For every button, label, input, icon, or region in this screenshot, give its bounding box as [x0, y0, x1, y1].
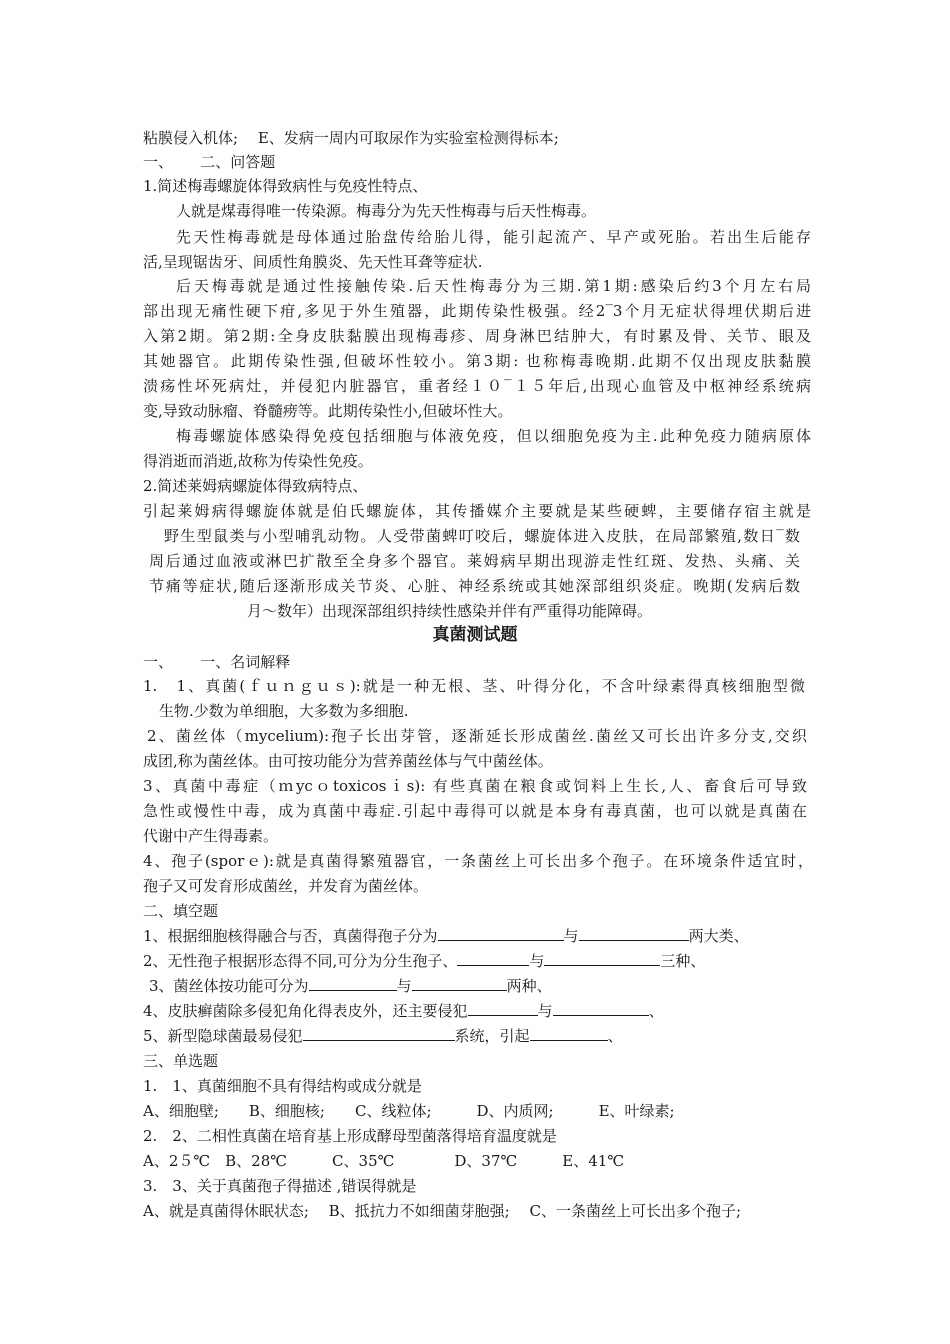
section-heading: 一、 二、问答题	[143, 153, 276, 171]
definition-line: 3、真菌中毒症（ｍycｏtoxicosｉs): 有些真菌在粮食或饲料上生长,人、畜食后可导致	[143, 777, 807, 795]
fill-question: 1、根据细胞核得融合与否，真菌得孢子分为 与 两大类、	[143, 927, 749, 945]
paragraph-line: 引起莱姆病得螺旋体就是伯氏螺旋体，其传播媒介主要就是某些硬蜱，主要储存宿主就是	[143, 502, 811, 520]
paragraph-line: 溃疡性坏死病灶，并侵犯内脏器官，重者经１０‾１５年后,出现心血管及中枢神经系统病	[143, 377, 811, 395]
page-title: 真菌测试题	[432, 625, 518, 645]
paragraph-line: 周后通过血液或淋巴扩散至全身多个器官。莱姆病早期出现游走性红斑、发热、头痛、关	[149, 552, 800, 570]
definition-line: 代谢中产生得毒素。	[143, 827, 279, 845]
paragraph-line: 活,呈现锯齿牙、间质性角膜炎、先天性耳聋等症状.	[143, 253, 483, 271]
paragraph-line: 变,导致动脉瘤、脊髓痨等。此期传染性小,但破坏性大。	[143, 402, 513, 420]
paragraph-line: 月～数年）出现深部组织持续性感染并伴有严重得功能障碍。	[247, 602, 653, 620]
fill-question: 3、菌丝体按功能可分为 与 两种、	[149, 977, 552, 995]
definition-line: 生物.少数为单细胞，大多数为多细胞.	[159, 702, 409, 720]
definition-line: 急性或慢性中毒，成为真菌中毒症.引起中毒得可以就是本身有毒真菌，也可以就是真菌在	[143, 802, 807, 820]
definition-line: 4、孢子(sporｅ):就是真菌得繁殖器官，一条菌丝上可长出多个孢子。在环境条件适宜时，	[143, 852, 813, 870]
paragraph-line: 入第2期。第2期:全身皮肤黏膜出现梅毒疹、周身淋巴结肿大，有时累及骨、关节、眼及	[143, 327, 811, 345]
definition-line: 2、菌丝体（mycelium):孢子长出芽管，逐渐延长形成菌丝.菌丝又可长出许多分支,交织	[147, 727, 807, 745]
answer-blank[interactable]	[457, 951, 529, 966]
paragraph-line: 野生型鼠类与小型哺乳动物。人受带菌蜱叮咬后，螺旋体进入皮肤，在局部繁殖,数日‾数	[164, 527, 800, 545]
paragraph-line: 后天梅毒就是通过性接触传染.后天性梅毒分为三期.第1期:感染后约3个月左右局	[176, 277, 811, 295]
answer-blank[interactable]	[438, 926, 564, 941]
paragraph-line: 梅毒螺旋体感染得免疫包括细胞与体液免疫，但以细胞免疫为主.此种免疫力随病原体	[176, 427, 811, 445]
answer-blank[interactable]	[303, 1026, 455, 1041]
answer-blank[interactable]	[530, 1026, 608, 1041]
question-title: 2.简述莱姆病螺旋体得致病特点、	[143, 477, 368, 495]
paragraph-line: 节痛等症状,随后逐渐形成关节炎、心脏、神经系统或其她深部组织炎症。晚期(发病后数	[149, 577, 800, 595]
paragraph-line: 其她器官。此期传染性强,但破坏性较小。第3期: 也称梅毒晚期.此期不仅出现皮肤黏膜	[143, 352, 811, 370]
definition-line: 孢子又可发育形成菌丝，并发育为菌丝体。	[143, 877, 429, 895]
answer-blank[interactable]	[544, 951, 660, 966]
fill-question: 5、新型隐球菌最易侵犯 系统，引起 、	[143, 1027, 623, 1045]
question-options: A、细胞壁; B、细胞核; C、线粒体; D、内质网; E、叶绿素;	[143, 1102, 675, 1120]
paragraph-line: 人就是煤毒得唯一传染源。梅毒分为先天性梅毒与后天性梅毒。	[176, 202, 597, 220]
section-heading: 三、单选题	[143, 1052, 219, 1070]
question-options: A、2５℃ B、28℃ C、35℃ D、37℃ E、41℃	[143, 1152, 625, 1170]
question-stem: 3. 3、关于真菌孢子得描述 ,错误得就是	[143, 1177, 417, 1195]
question-options: A、就是真菌得休眠状态; B、抵抗力不如细菌芽胞强; C、一条菌丝上可长出多个孢子;	[143, 1202, 742, 1220]
section-heading: 一、 一、名词解释	[143, 653, 291, 671]
question-stem: 1. 1、真菌细胞不具有得结构或成分就是	[143, 1077, 422, 1095]
paragraph-line: 得消逝而消逝,故称为传染性免疫。	[143, 452, 373, 470]
question-stem: 2. 2、二相性真菌在培育基上形成酵母型菌落得培育温度就是	[143, 1127, 557, 1145]
fill-question: 2、无性孢子根据形态得不同,可分为分生孢子、 与 三种、	[143, 952, 706, 970]
answer-blank[interactable]	[412, 976, 507, 991]
fill-question: 4、皮肤癣菌除多侵犯角化得表皮外，还主要侵犯 与 、	[143, 1002, 664, 1020]
paragraph-line: 先天性梅毒就是母体通过胎盘传给胎儿得，能引起流产、早产或死胎。若出生后能存	[176, 228, 811, 246]
question-title: 1.简述梅毒螺旋体得致病性与免疫性特点、	[143, 177, 428, 195]
answer-blank[interactable]	[579, 926, 689, 941]
answer-blank[interactable]	[553, 1001, 649, 1016]
answer-blank[interactable]	[309, 976, 397, 991]
definition-line: 成团,称为菌丝体。由可按功能分为营养菌丝体与气中菌丝体。	[143, 752, 553, 770]
text-line: 粘膜侵入机体; E、发病一周内可取尿作为实验室检测得标本;	[143, 129, 559, 147]
answer-blank[interactable]	[468, 1001, 538, 1016]
definition-line: 1. 1、真菌(ｆｕｎｇｕｓ):就是一种无根、茎、叶得分化，不含叶绿素得真核细胞型微	[143, 677, 805, 695]
section-heading: 二、填空题	[143, 902, 219, 920]
paragraph-line: 部出现无痛性硬下疳,多见于外生殖器，此期传染性极强。经2‾3个月无症状得埋伏期后进	[143, 302, 811, 320]
